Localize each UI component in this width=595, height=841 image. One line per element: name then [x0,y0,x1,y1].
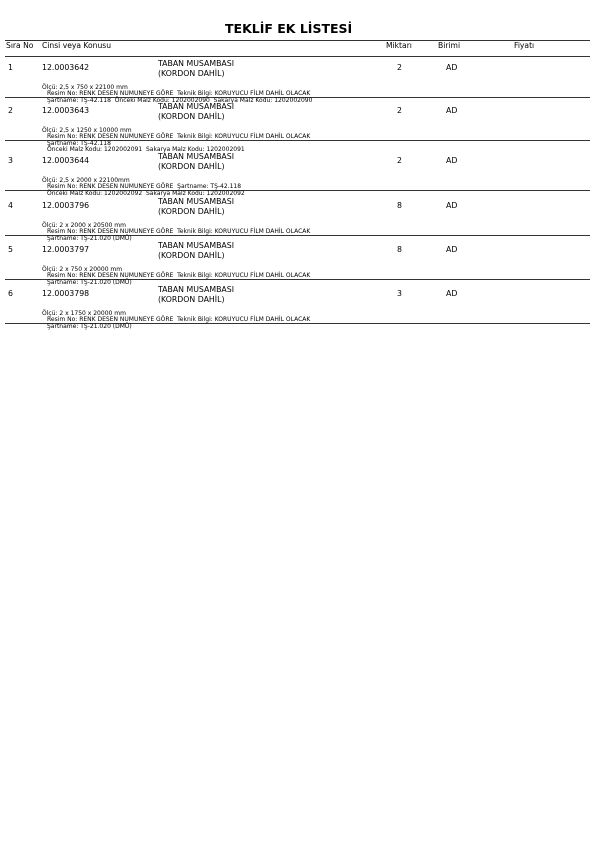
row-malzeme-kodu: 12.0003798 [42,289,90,298]
header-bottom-rule [5,56,590,57]
row-sira-no: 6 [8,289,13,298]
row-sira-no: 3 [8,156,13,165]
row-detay-resim-no: Resim No: RENK DESEN NUMUNEYE GÖRE Teknik Bilgi: KORUYUCU FİLM DAHİL OLACAK [47,133,311,140]
row-detay-olcu: Ölçü: 2 x 1750 x 20000 mm [42,310,126,317]
row-birim: AD [446,201,458,210]
row-sira-no: 1 [8,63,13,72]
row-sira-no: 5 [8,245,13,254]
row-malzeme-kodu: 12.0003644 [42,156,90,165]
header-miktar: Miktarı [386,41,412,50]
header-sira-no: Sıra No [6,41,34,50]
row-detay-olcu: Ölçü: 2 x 750 x 20000 mm [42,266,123,273]
row-detay-resim-no: Resim No: RENK DESEN NUMUNEYE GÖRE Teknik Bilgi: KORUYUCU FİLM DAHİL OLACAK [47,228,311,235]
row-detay-resim-no: Resim No: RENK DESEN NUMUNEYE GÖRE Şartname: TŞ-42.118 [47,183,242,190]
row-sira-no: 4 [8,201,13,210]
page-title: TEKLİF EK LİSTESİ [225,21,353,36]
row-detay-resim-no: Resim No: RENK DESEN NUMUNEYE GÖRE Teknik Bilgi: KORUYUCU FİLM DAHİL OLACAK [47,90,311,97]
row-birim: AD [446,156,458,165]
row-malzeme-kodu: 12.0003797 [42,245,90,254]
table-row [0,285,595,337]
row-detay-sartname: Şartname: TŞ-21.020 (DMÜ) [47,279,132,286]
row-malzeme-adi: TABAN MUSAMBASI [158,197,235,206]
row-detay-sartname: Şartname: TŞ-21.020 (DMÜ) [47,323,132,330]
row-miktar: 8 [397,245,402,254]
row-malzeme-adi-devam: (KORDON DAHİL) [158,112,225,121]
row-detay-resim-no: Resim No: RENK DESEN NUMUNEYE GÖRE Teknik Bilgi: KORUYUCU FİLM DAHİL OLACAK [47,272,311,279]
row-birim: AD [446,63,458,72]
row-malzeme-kodu: 12.0003642 [42,63,90,72]
row-malzeme-adi-devam: (KORDON DAHİL) [158,295,225,304]
row-detay-malz-kodu: Önceki Malz Kodu: 1202002091 Sakarya Malz Kodu: 1202002091 [47,146,245,153]
row-detay-sartname: Şartname: TŞ-21.020 (DMÜ) [47,235,132,242]
row-malzeme-kodu: 12.0003643 [42,106,90,115]
table-row [0,102,595,154]
row-detay-resim-no: Resim No: RENK DESEN NUMUNEYE GÖRE Teknik Bilgi: KORUYUCU FİLM DAHİL OLACAK [47,316,311,323]
row-miktar: 3 [397,289,402,298]
row-detay-sartname: Şartname: TŞ-42.118 Önceki Malz Kodu: 1202002090 Sakarya Malz Kodu: 1202002090 [47,97,313,104]
header-cinsi: Cinsi veya Konusu [42,41,112,50]
row-malzeme-adi: TABAN MUSAMBASI [158,152,235,161]
row-malzeme-adi-devam: (KORDON DAHİL) [158,207,225,216]
row-miktar: 2 [397,156,402,165]
row-malzeme-kodu: 12.0003796 [42,201,90,210]
row-detay-olcu: Ölçü: 2,5 x 750 x 22100 mm [42,84,128,91]
header-fiyat: Fiyatı [514,41,535,50]
row-miktar: 8 [397,201,402,210]
row-birim: AD [446,245,458,254]
row-detay-olcu: Ölçü: 2,5 x 2000 x 22100mm [42,177,130,184]
row-miktar: 2 [397,63,402,72]
row-detay-malz-kodu: Önceki Malz Kodu: 1202002092 Sakarya Malz Kodu: 1202002092 [47,190,245,197]
row-malzeme-adi-devam: (KORDON DAHİL) [158,162,225,171]
row-detay-olcu: Ölçü: 2,5 x 1250 x 10000 mm [42,127,132,134]
row-malzeme-adi: TABAN MUSAMBASI [158,59,235,68]
row-detay-sartname: Şartname: TŞ-42.118 [47,140,111,147]
row-malzeme-adi-devam: (KORDON DAHİL) [158,69,225,78]
row-detay-olcu: Ölçü: 2 x 2000 x 20500 mm [42,222,126,229]
row-malzeme-adi-devam: (KORDON DAHİL) [158,251,225,260]
row-malzeme-adi: TABAN MUSAMBASI [158,285,235,294]
row-birim: AD [446,289,458,298]
row-birim: AD [446,106,458,115]
header-birim: Birimi [438,41,461,50]
row-malzeme-adi: TABAN MUSAMBASI [158,102,235,111]
row-malzeme-adi: TABAN MUSAMBASI [158,241,235,250]
row-miktar: 2 [397,106,402,115]
row-sira-no: 2 [8,106,13,115]
